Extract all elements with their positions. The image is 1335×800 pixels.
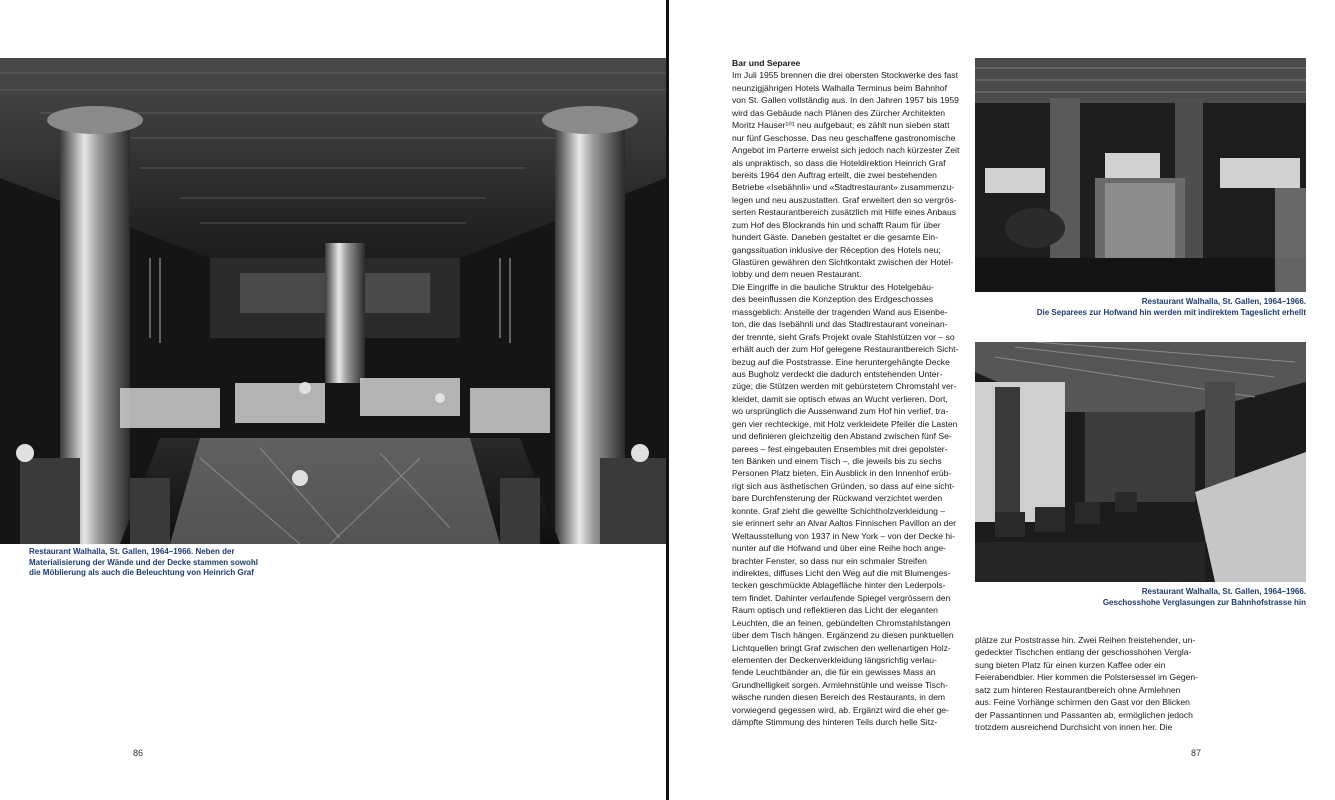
body-text-line: vorwiegend gegessen wird, ab. Ergänzt wird die eher ge- <box>732 704 949 715</box>
body-text-line: zum Hof des Blockrands hin und schafft Raum für über <box>732 219 941 230</box>
body-text-line: sung bieten Platz für einen kurzen Kaffee oder ein <box>975 659 1166 670</box>
right-page <box>669 0 1335 800</box>
body-text-line: lobby und dem neuen Restaurant. <box>732 269 862 280</box>
body-text-line: des beeinflussen die Konzeption des Erdgeschosses <box>732 294 934 305</box>
body-text-line: dämpfte Stimmung des hinteren Teils durch helle Sitz- <box>732 717 938 728</box>
body-text-line: erhält auch der zum Hof gelegene Restaurantbereich Sicht- <box>732 344 959 355</box>
body-text-line: hundert Gäste. Daneben gestaltet er die gesamte Ein- <box>732 232 938 243</box>
caption-line: Restaurant Walhalla, St. Gallen, 1964–1966. <box>1141 587 1306 596</box>
body-text-line: gen vier rechteckige, mit Holz verkleidete Pfeiler die Lasten <box>732 418 958 429</box>
body-text-line: gedeckter Tischchen entlang der geschosshohen Vergla- <box>975 647 1192 658</box>
left-page <box>0 0 666 800</box>
body-text-line: trotzdem ausreichend Durchsicht von innen her. Die <box>975 722 1173 733</box>
page-number: 86 <box>133 748 144 758</box>
body-text-line: gangssituation inklusive der Réception des Hotels neu; <box>732 244 941 255</box>
caption-line: die Möblierung als auch die Beleuchtung von Heinrich Graf <box>29 568 254 577</box>
body-text-line: indirektes, diffuses Licht den Weg auf die mit Blumenges- <box>732 567 951 578</box>
glazing-photo <box>975 342 1306 582</box>
body-text-line: bereits 1964 den Auftrag erteilt, die zwei bestehenden <box>732 169 937 180</box>
body-text-line: Im Juli 1955 brennen die drei obersten Stockwerke des fast <box>732 70 958 81</box>
body-text-line: züge; die Stützen werden mit gebürstetem Chromstahl ver- <box>732 381 957 392</box>
body-text-line: legen und neu auszustatten. Graf erweitert den so vergrös- <box>732 194 957 205</box>
separees-caption <box>975 297 1306 318</box>
body-text-line: rigt sich aus ästhetischen Gründen, so dass auf eine sicht- <box>732 480 955 491</box>
glazing-caption <box>975 587 1306 608</box>
body-text-line: Angebot im Parterre erweist sich jedoch nach kürzester Zeit <box>732 145 960 156</box>
body-text-line: und definieren gleichzeitig den Abstand zwischen fünf Se- <box>732 431 952 442</box>
body-text-line: Weltausstellung von 1937 in New York – von der Decke hi- <box>732 530 955 541</box>
body-text-line: tern findet. Dahinter verlaufende Spiegel vergrössern den <box>732 592 951 603</box>
body-text-line: bezug auf die Poststrasse. Eine heruntergehängte Decke <box>732 356 950 367</box>
body-text-line: Grundhelligkeit sorgen. Armlehnstühle und weisse Tisch- <box>732 679 948 690</box>
body-text-line: tecken geschmückte Ablagefläche hinter den Lederpols- <box>732 580 946 591</box>
body-text-line: neunzigjährigen Hotels Walhalla Terminus beim Bahnhof <box>732 82 947 93</box>
body-text-line: als unpraktisch, so dass die Hoteldirektion Heinrich Graf <box>732 157 946 168</box>
page-number: 87 <box>1191 748 1202 758</box>
body-text-line: Betriebe «Isebähnli» und «Stadtrestaurant» zusammenzu- <box>732 182 955 193</box>
body-text-line: Raum optisch und reflektieren das Licht der eleganten <box>732 605 938 616</box>
body-text-line: aus Bugholz verdeckt die dadurch entstehenden Unter- <box>732 368 943 379</box>
body-text-line: konnte. Graf zieht die gewellte Schichtholzverkleidung – <box>732 505 946 516</box>
body-text-line: wird das Gebäude nach Plänen des Zürcher Architekten <box>732 107 946 118</box>
body-text-line: wo ursprünglich die Aussenwand zum Hof hin verlief, tra- <box>732 406 949 417</box>
body-text-line: fende Leuchtbänder an, die für ein gewisses Mass an <box>732 667 936 678</box>
caption-line: Restaurant Walhalla, St. Gallen, 1964–1966. Neben der <box>29 547 235 556</box>
body-text-column-1 <box>732 57 964 729</box>
body-text-line: kleidet, damit sie optisch etwas an Wucht verlieren. Dort, <box>732 393 948 404</box>
caption-line: Geschosshohe Verglasungen zur Bahnhofstrasse hin <box>1102 597 1306 607</box>
body-text-line: Die Eingriffe in die bauliche Struktur des Hotelgebäu- <box>732 281 934 292</box>
body-text-line: Moritz Hauser¹⁰¹ neu aufgebaut; es zählt nun sieben statt <box>732 120 950 131</box>
body-text-line: Feierabendbier. Hier kommen die Polstersessel im Gegen- <box>975 672 1199 683</box>
body-text-line: ten Bänken und einem Tisch –, die jeweils bis zu sechs <box>732 456 942 466</box>
body-text-line: Lichtquellen bringt Graf zwischen den wellenartigen Holz- <box>732 642 951 653</box>
body-text-line: plätze zur Poststrasse hin. Zwei Reihen freistehender, un- <box>975 635 1196 645</box>
body-text-line: von St. Gallen vollständig aus. In den Jahren 1957 bis 1959 <box>732 95 959 106</box>
body-text-line: elementen der Deckenverkleidung längsrichtig verlau- <box>732 655 937 665</box>
body-text-line: ton, die das Isebähnli und das Stadtrestaurant voneinan- <box>732 319 948 330</box>
body-text-line: Leuchten, die an feinen, gebündelten Chromstahlstangen <box>732 617 951 628</box>
caption-line: Restaurant Walhalla, St. Gallen, 1964–1966. <box>1141 297 1306 306</box>
body-text-line: nur fünf Geschosse. Das neu geschaffene gastronomische <box>732 132 956 143</box>
caption-line: Materialisierung der Wände und der Decke stammen sowohl <box>29 557 258 567</box>
body-text-line: Glastüren gewähren den Sichtkontakt zwischen der Hotel- <box>732 257 954 267</box>
section-heading: Bar und Separee <box>732 58 801 68</box>
body-text-line: bare Durchfensterung der Rückwand verzichtet werden <box>732 493 943 504</box>
body-text-line: wäsche runden diesen Bereich des Restaurants, in dem <box>732 692 946 703</box>
restaurant-walhalla-interior-photo <box>0 58 666 544</box>
caption-line: Die Separees zur Hofwand hin werden mit indirektem Tageslicht erhellt <box>1036 307 1306 317</box>
body-text-line: Personen Platz bieten. Ein Ausblick in den Innenhof erüb- <box>732 468 952 479</box>
separees-photo <box>975 58 1306 292</box>
left-photo-caption <box>29 547 258 579</box>
body-text-line: über dem Tisch hängen. Ergänzend zu diesen punktuellen <box>732 630 954 641</box>
body-text-line: sie erinnert sehr an Alvar Aaltos Finnischen Pavillon an der <box>732 518 957 529</box>
body-text-line: nunter auf die Hofwand und über eine Reihe hoch ange- <box>732 543 947 554</box>
body-text-column-2 <box>975 634 1205 734</box>
body-text-line: parees – fest eingebauten Ensembles mit drei gepolster- <box>732 443 948 454</box>
body-text-line: satz zum hinteren Restaurantbereich ohne Armlehnen <box>975 684 1181 695</box>
body-text-line: aus. Feine Vorhänge schirmen den Gast vor den Blicken <box>975 697 1190 708</box>
body-text-line: der Passantinnen und Passanten ab, ermöglichen jedoch <box>975 709 1193 720</box>
body-text-line: der trennte, sieht Grafs Projekt ovale Stahlstützen vor – so <box>732 331 955 342</box>
body-text-line: massgeblich: Anstelle der tragenden Wand aus Eisenbe- <box>732 306 948 317</box>
body-text-line: serten Restaurantbereich zusätzlich mit Hilfe eines Anbaus <box>732 207 957 218</box>
body-text-line: brachter Fenster, so dass nur ein schmaler Streifen <box>732 555 927 566</box>
